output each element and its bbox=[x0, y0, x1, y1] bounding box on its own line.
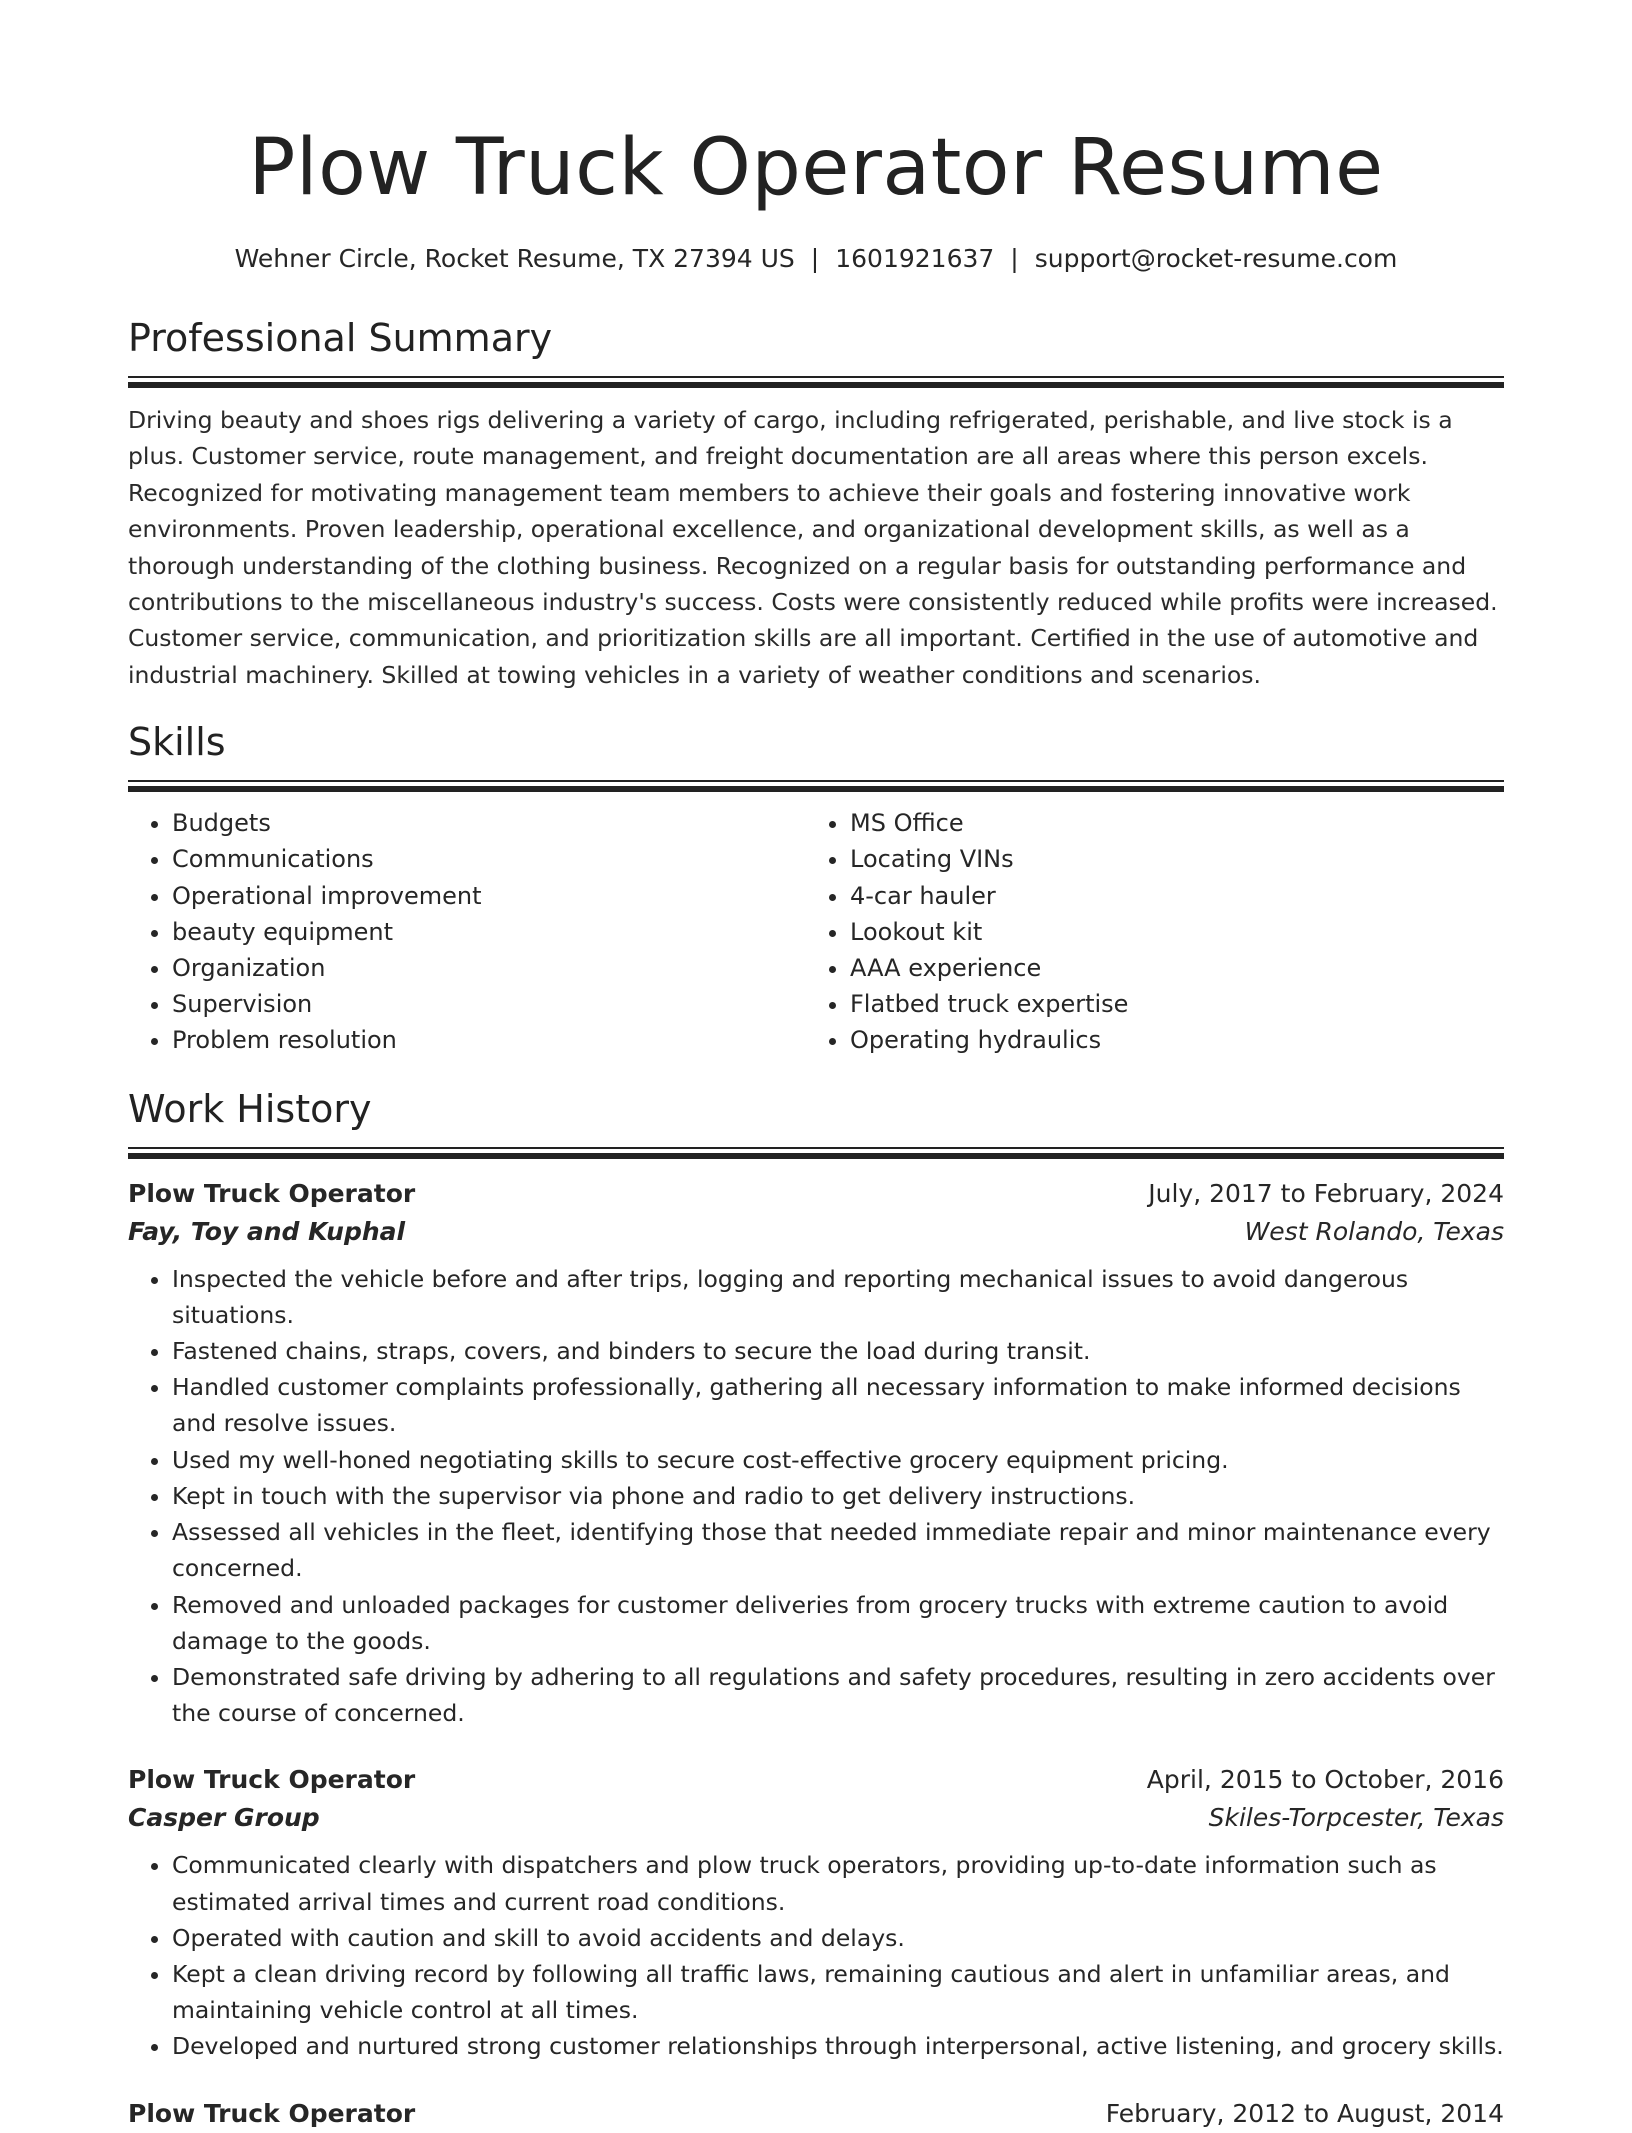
job-header bbox=[128, 2095, 1504, 2133]
job-bullet: • Developed and nurtured strong customer relationships through interpersonal, active listening, and grocery skills. bbox=[172, 2028, 1504, 2064]
skill-item: • Operating hydraulics bbox=[850, 1022, 1484, 1058]
job-company: Fay, Toy and Kuphal bbox=[128, 1216, 406, 1246]
job-bullet: • Handled customer complaints professionally, gathering all necessary information to make informed decisions and resolve issues. bbox=[172, 1369, 1504, 1441]
job-bullet: • Assessed all vehicles in the fleet, identifying those that needed immediate repair and minor maintenance every concerned. bbox=[172, 1514, 1504, 1586]
job-bullet: • Operated with caution and skill to avoid accidents and delays. bbox=[172, 1920, 1504, 1956]
skill-item: • Flatbed truck expertise bbox=[850, 986, 1484, 1022]
contact-line bbox=[128, 242, 1504, 276]
skills-section bbox=[128, 718, 1504, 1058]
job-bullet: • Kept a clean driving record by following all traffic laws, remaining cautious and alert in unfamiliar areas, and maintaining vehicle control at all times. bbox=[172, 1956, 1504, 2028]
job-location: West Rolando, Texas bbox=[1244, 1216, 1504, 1246]
job-bullet: • Inspected the vehicle before and after trips, logging and reporting mechanical issues to avoid dangerous situations. bbox=[172, 1261, 1504, 1333]
job-bullet: • Kept in touch with the supervisor via phone and radio to get delivery instructions. bbox=[172, 1478, 1504, 1514]
section-divider bbox=[128, 376, 1504, 388]
address: Wehner Circle, Rocket Resume, TX 27394 US bbox=[234, 244, 795, 273]
contact-separator: | bbox=[1010, 244, 1019, 273]
job-dates: February, 2012 to August, 2014 bbox=[1105, 2098, 1504, 2128]
job-bullet: • Demonstrated safe driving by adhering to all regulations and safety procedures, resulting in zero accidents over the course of concerned. bbox=[172, 1659, 1504, 1731]
resume-page bbox=[128, 0, 1504, 2133]
section-title-summary: Professional Summary bbox=[128, 316, 553, 360]
job-subheader bbox=[128, 1799, 1504, 1837]
job-entry bbox=[128, 2095, 1504, 2133]
skill-item: • Communications bbox=[172, 841, 806, 877]
job-bullets bbox=[128, 1847, 1504, 2064]
skills-columns bbox=[128, 805, 1504, 1058]
job-dates: July, 2017 to February, 2024 bbox=[1148, 1178, 1504, 1208]
job-entry bbox=[128, 1175, 1504, 1732]
skill-item: • Budgets bbox=[172, 805, 806, 841]
email: support@rocket-resume.com bbox=[1034, 244, 1398, 273]
phone: 1601921637 bbox=[835, 244, 995, 273]
skill-item: • Problem resolution bbox=[172, 1022, 806, 1058]
job-title: Plow Truck Operator bbox=[128, 2098, 416, 2128]
job-bullets bbox=[128, 1261, 1504, 1732]
section-divider bbox=[128, 780, 1504, 792]
skill-item: • Lookout kit bbox=[850, 914, 1484, 950]
skills-list-right bbox=[806, 805, 1484, 1058]
contact-separator: | bbox=[810, 244, 820, 273]
resume-title: Plow Truck Operator Resume bbox=[248, 123, 1384, 213]
job-header bbox=[128, 1175, 1504, 1213]
job-bullet: • Removed and unloaded packages for customer deliveries from grocery trucks with extreme caution to avoid damage to the goods. bbox=[172, 1587, 1504, 1659]
section-title-work-history: Work History bbox=[128, 1086, 372, 1131]
job-location: Skiles-Torpcester, Texas bbox=[1208, 1803, 1504, 1833]
job-title: Plow Truck Operator bbox=[128, 1178, 416, 1208]
job-title: Plow Truck Operator bbox=[128, 1765, 416, 1795]
job-header bbox=[128, 1761, 1504, 1799]
skill-item: • MS Office bbox=[850, 805, 1484, 841]
skill-item: • Locating VINs bbox=[850, 841, 1484, 877]
job-entry bbox=[128, 1761, 1504, 2064]
section-divider bbox=[128, 1147, 1504, 1159]
skills-list-left bbox=[128, 805, 806, 1058]
skill-item: • Operational improvement bbox=[172, 878, 806, 914]
job-subheader bbox=[128, 1213, 1504, 1251]
skill-item: • AAA experience bbox=[850, 950, 1484, 986]
job-bullet: • Fastened chains, straps, covers, and binders to secure the load during transit. bbox=[172, 1333, 1504, 1369]
skill-item: • Supervision bbox=[172, 986, 806, 1022]
section-title-skills: Skills bbox=[128, 720, 226, 765]
job-bullet: • Used my well-honed negotiating skills to secure cost-effective grocery equipment pricing. bbox=[172, 1442, 1504, 1478]
summary-section bbox=[128, 314, 1504, 693]
job-company: Casper Group bbox=[128, 1803, 320, 1833]
skill-item: • beauty equipment bbox=[172, 914, 806, 950]
job-bullet: • Communicated clearly with dispatchers and plow truck operators, providing up-to-date information such as estimated arrival times and current road conditions. bbox=[172, 1847, 1504, 1919]
job-dates: April, 2015 to October, 2016 bbox=[1146, 1765, 1504, 1795]
skill-item: • Organization bbox=[172, 950, 806, 986]
summary-text: Driving beauty and shoes rigs delivering a variety of cargo, including refrigerated, perishable, and live stock is a plus. Customer service, route management, and freight documentation are all areas where this person excels. Recognized for motivating management team members to achieve their goals and fostering innovative work environments. Proven leadership, operational excellence, and organizational development skills, as well as a thorough understanding of the clothing business. Recognized on a regular basis for outstanding performance and contributions to the miscellaneous industry's success. Costs were consistently reduced while profits were increased. Customer service, communication, and prioritization skills are all important. Certified in the use of automotive and industrial machinery. Skilled at towing vehicles in a variety of weather conditions and scenarios. bbox=[128, 406, 1498, 689]
skill-item: • 4-car hauler bbox=[850, 878, 1484, 914]
work-history-section bbox=[128, 1085, 1504, 2133]
